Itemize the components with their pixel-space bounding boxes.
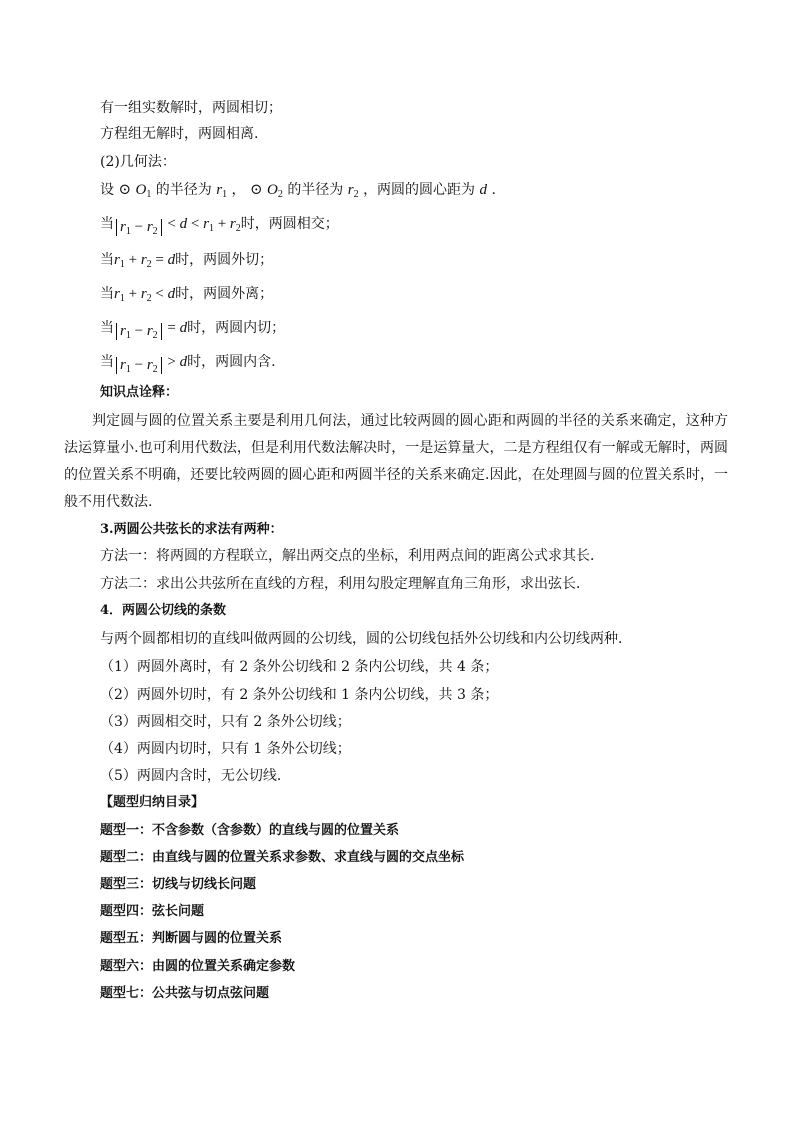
catalog-item: 题型六：由圆的位置关系确定参数 (100, 959, 296, 974)
center-distance-d: d (479, 182, 488, 198)
tangent-intro: 与两个圆都相切的直线叫做两圆的公切线，圆的公切线包括外公切线和内公切线两种． (100, 631, 632, 647)
annotation-heading: 知识点诠释： (100, 385, 179, 400)
tangent-count-heading: 4．两圆公切线的条数 (100, 603, 227, 618)
chord-method-two: 方法二：求出公共弦所在直线的方程，利用勾股定理解直角三角形，求出弦长． (100, 576, 590, 592)
formula-separate: $r_1 + r_2 < d$ (114, 286, 176, 304)
tangent-item: （5）两圆内含时，无公切线． (100, 768, 291, 784)
catalog-item: 题型五：判断圆与圆的位置关系 (100, 931, 283, 946)
radius-setup-line: 设 ⊙ $O_1$ 的半径为 $r_1$ ， ⊙ $O_2$ 的半径为 $r_2$ ，两圆的圆心距为 d . (100, 182, 496, 200)
circle-symbol: ⊙ (118, 182, 132, 198)
case-contained: 当 $r_1 - r_2 > d$时，两圆内含. (100, 354, 276, 375)
tangent-item: （2）两圆外切时，有 2 条外公切线和 1 条内公切线，共 3 条； (100, 687, 499, 703)
tangent-item: （3）两圆相交时，只有 2 条外公切线； (100, 714, 351, 730)
case-separate: 当$r_1 + r_2 < d$时，两圆外离； (100, 286, 274, 304)
chord-method-one: 方法一：将两圆的方程联立，解出两交点的坐标，利用两点间的距离公式求其长． (100, 548, 604, 564)
chord-length-heading: 3.两圆公共弦长的求法有两种： (100, 522, 283, 537)
circle-symbol: ⊙ (249, 182, 263, 198)
annotation-paragraph: 判定圆与圆的位置关系主要是利用几何法，通过比较两圆的圆心距和两圆的半径的关系来确定，这种方法运算量小.也可利用代数法，但是利用代数法解决时，一是运算量大，二是方程组仅有一解或无解时，两圆的位置关系不明确，还要比较两圆的圆心距和两圆半径的关系来确定.因此，在处理圆与圆的位置关系时，一般不用代数法. (64, 413, 728, 510)
formula-intersect: $r_1 - r_2 < d < r_1 + r_2$ (114, 216, 241, 232)
catalog-item: 题型四：弦长问题 (100, 904, 205, 919)
catalog-item: 题型三：切线与切线长问题 (100, 877, 257, 892)
circle-o1: $O_1$ (135, 182, 152, 200)
catalog-item: 题型七：公共弦与切点弦问题 (100, 986, 270, 1001)
geometry-method-heading: (2)几何法： (100, 154, 176, 170)
formula-internal-tangent: $r_1 - r_2 = d$ (114, 320, 187, 336)
algebra-line-no-solution: 方程组无解时，两圆相离. (100, 126, 259, 142)
radius-r2: $r_2$ (347, 182, 359, 200)
tangent-item: （1）两圆外离时，有 2 条外公切线和 2 条内公切线，共 4 条； (100, 659, 499, 675)
radius-r1: $r_1$ (216, 182, 228, 200)
question-type-catalog-heading: 【题型归纳目录】 (100, 795, 205, 810)
algebra-line-one-solution: 有一组实数解时，两圆相切； (100, 100, 282, 116)
catalog-item: 题型一：不含参数（含参数）的直线与圆的位置关系 (100, 823, 400, 838)
case-external-tangent: 当$r_1 + r_2 = d$时，两圆外切； (100, 252, 274, 270)
formula-contained: $r_1 - r_2 > d$ (114, 354, 187, 370)
circle-o2: $O_2$ (267, 182, 283, 200)
formula-external-tangent: $r_1 + r_2 = d$ (114, 252, 176, 270)
case-intersect: 当 $r_1 - r_2 < d < r_1 + r_2$时，两圆相交； (100, 216, 339, 237)
case-internal-tangent: 当 $r_1 - r_2 = d$时，两圆内切； (100, 320, 286, 341)
catalog-item: 题型二：由直线与圆的位置关系求参数、求直线与圆的交点坐标 (100, 850, 465, 865)
tangent-item: （4）两圆内切时，只有 1 条外公切线； (100, 741, 351, 757)
